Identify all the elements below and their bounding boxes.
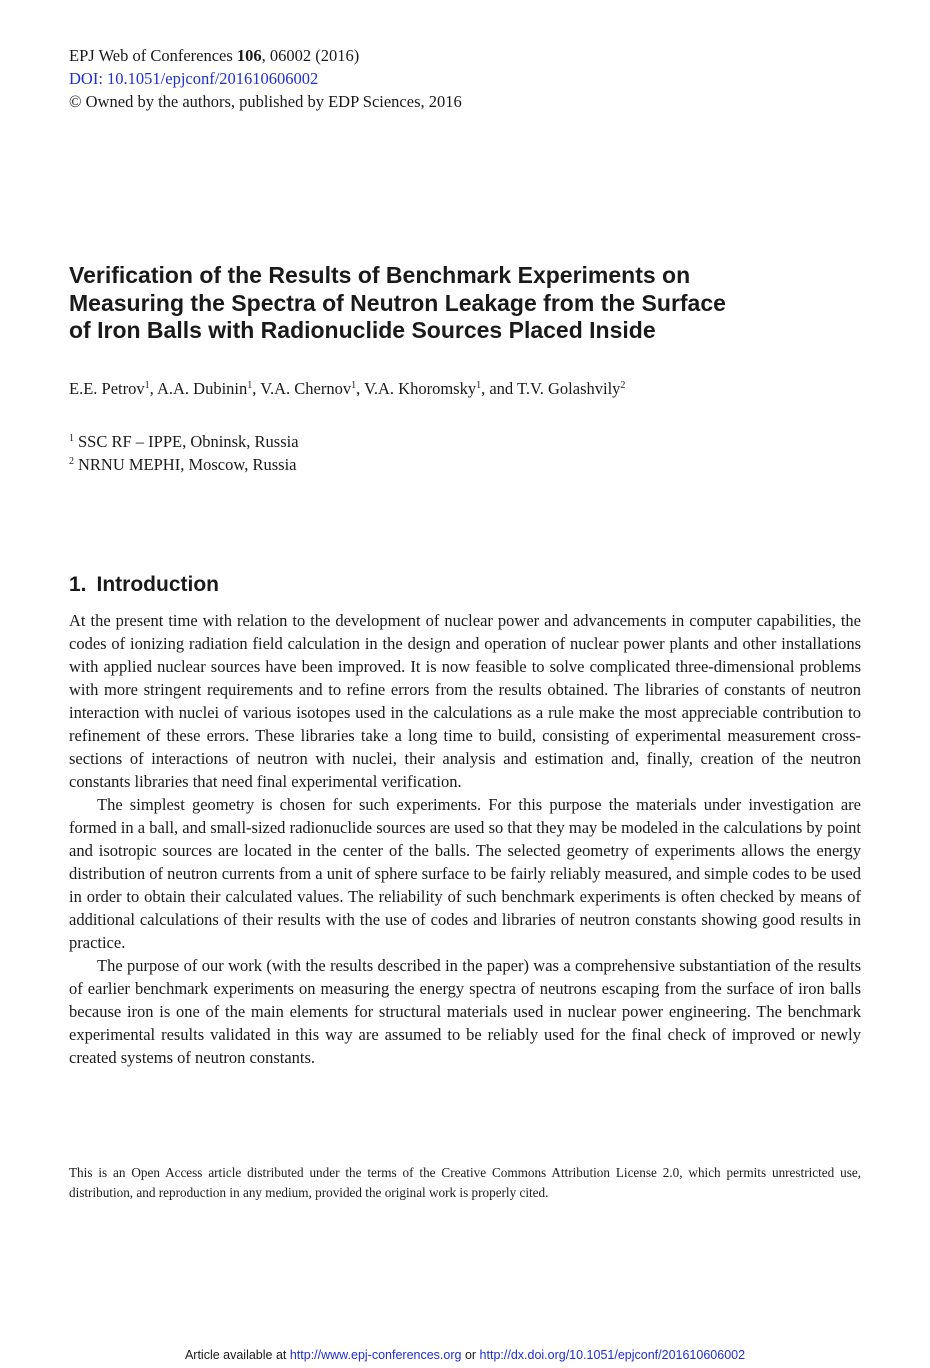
journal-header <box>69 44 462 113</box>
author-name: V.A. Khoromsky <box>364 379 477 398</box>
doi-link[interactable]: DOI: 10.1051/epjconf/201610606002 <box>69 69 319 88</box>
title-line: Measuring the Spectra of Neutron Leakage from the Surface <box>69 289 726 316</box>
author-name: T.V. Golashvily <box>516 379 621 398</box>
title-line: Verification of the Results of Benchmark Experiments on <box>69 262 691 288</box>
copyright-line: © Owned by the authors, published by EDP Sciences, 2016 <box>69 92 462 111</box>
author-affiliation-mark: 1 <box>247 380 253 391</box>
section-title: Introduction <box>96 573 219 596</box>
author-name: E.E. Petrov <box>69 379 145 398</box>
section-number: 1. <box>69 573 87 596</box>
paragraph: The simplest geometry is chosen for such experiments. For this purpose the materials under investigation are formed in a ball, and small-sized radionuclide sources are used so that they may be modeled in the calculations by point and isotropic sources are located in the center of the balls. The selected geometry of experiments allows the energy distribution of neutron currents from a unit of sphere surface to be fairly reliably measured, and simple codes to be used in order to obtain their calculated values. The reliability of such benchmark experiments is often checked by means of additional calculations of their results with the use of codes and libraries of neutron constants showing good results in practice. <box>69 795 861 952</box>
affiliation: $^1$ SSC RF – IPPE, Obninsk, Russia <box>69 432 299 451</box>
author-affiliation-mark: 2 <box>620 380 626 391</box>
doi-url-link[interactable]: http://dx.doi.org/10.1051/epjconf/201610606002 <box>479 1348 746 1362</box>
author-name: A.A. Dubinin <box>156 379 248 398</box>
author-affiliation-mark: 1 <box>476 380 482 391</box>
paragraph: At the present time with relation to the development of nuclear power and advancements in computer capabilities, the codes of ionizing radiation field calculation in the design and operation of nuclear power plants and other installations with applied nuclear sources have been improved. It is now feasible to solve complicated three-dimensional problems with more stringent requirements and to refine errors from the results obtained. The libraries of constants of neutron interaction with nuclei of various isotopes used in the calculations as a rule make the most appreciable contribution to refinement of these errors. These libraries take a long time to build, consisting of experimental measurement cross-sections of interactions of neutron with nuclei, their analysis and estimation and, finally, creation of the neutron constants libraries that need final experimental verification. <box>69 611 861 791</box>
title-line: of Iron Balls with Radionuclide Sources Placed Inside <box>69 317 656 343</box>
author-affiliation-mark: 1 <box>144 380 150 391</box>
paper-title <box>69 262 869 345</box>
paragraph: The purpose of our work (with the results described in the paper) was a comprehensive substantiation of the results of earlier benchmark experiments on measuring the energy spectra of neutrons escaping from the surface of iron balls because iron is one of the main elements for structural materials used in nuclear power engineering. The benchmark experimental results validated in this way are assumed to be reliably used for the final check of improved or newly created systems of neutron constants. <box>69 956 861 1067</box>
affiliation-list <box>69 430 299 476</box>
journal-website-link[interactable]: http://www.epj-conferences.org <box>289 1348 462 1362</box>
section-heading <box>69 572 219 598</box>
author-list: E.E. Petrov$^1$, A.A. Dubinin$^1$, V.A. Chernov$^1$, V.A. Khoromsky$^1$, and T.V. Golashvily$^2$ <box>69 379 626 398</box>
introduction-body <box>69 609 861 1069</box>
affiliation: $^2$ NRNU MEPHI, Moscow, Russia <box>69 455 297 474</box>
author-affiliation-mark: 1 <box>351 380 357 391</box>
license-notice: This is an Open Access article distributed under the terms of the Creative Commons Attribution License 2.0, which permits unrestricted use, distribution, and reproduction in any medium, provided the original work is properly cited. <box>69 1165 861 1200</box>
author-name: V.A. Chernov <box>260 379 352 398</box>
volume-number: 106 <box>236 46 262 65</box>
article-footer: Article available at http://www.epj-conferences.org or http://dx.doi.org/10.1051/epjconf/201610606002 <box>184 1348 746 1362</box>
journal-citation: EPJ Web of Conferences 106, 06002 (2016) <box>69 46 360 65</box>
